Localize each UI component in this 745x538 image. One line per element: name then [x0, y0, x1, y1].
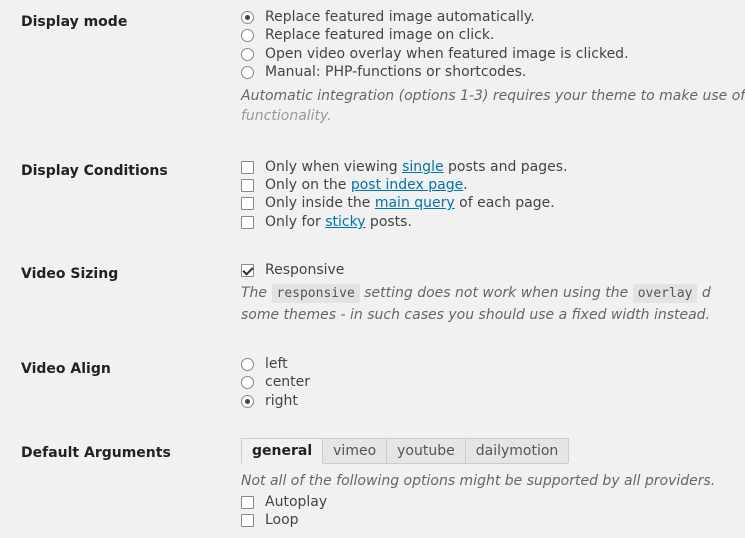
default-arguments-label: Default Arguments: [21, 445, 171, 461]
display-mode-option-click[interactable]: [241, 26, 494, 44]
option-label: Autoplay: [265, 494, 328, 510]
tab-youtube[interactable]: youtube: [386, 438, 466, 463]
option-label: Replace featured image automatically.: [265, 9, 535, 25]
option-label: Responsive: [265, 262, 345, 278]
align-left[interactable]: [241, 355, 288, 373]
option-text: Only on the post index page.: [265, 177, 468, 193]
tab-dailymotion[interactable]: dailymotion: [465, 438, 570, 463]
single-link[interactable]: single: [402, 159, 444, 175]
align-right[interactable]: [241, 392, 298, 410]
checkbox-icon[interactable]: [241, 216, 254, 229]
display-mode-option-auto[interactable]: [241, 8, 535, 26]
radio-icon[interactable]: [241, 48, 254, 61]
radio-icon[interactable]: [241, 66, 254, 79]
align-center[interactable]: [241, 373, 310, 391]
display-mode-option-manual[interactable]: [241, 63, 526, 81]
radio-checked-icon[interactable]: [241, 11, 254, 24]
option-label: Manual: PHP-functions or shortcodes.: [265, 64, 527, 80]
condition-single[interactable]: [241, 158, 568, 176]
checkbox-icon[interactable]: [241, 161, 254, 174]
radio-icon[interactable]: [241, 29, 254, 42]
option-label: right: [265, 393, 298, 409]
video-sizing-label: Video Sizing: [21, 266, 119, 282]
video-sizing-responsive[interactable]: [241, 261, 344, 279]
tab-general[interactable]: general: [241, 438, 323, 464]
main-query-link[interactable]: main query: [374, 195, 455, 211]
checkbox-icon[interactable]: [241, 514, 254, 527]
display-mode-description: Automatic integration (options 1-3) requires your theme to make use of: [241, 88, 745, 104]
video-sizing-description: The responsive setting does not work when using the overlay d: [241, 285, 711, 301]
display-mode-option-overlay[interactable]: [241, 45, 629, 63]
tab-vimeo[interactable]: vimeo: [322, 438, 387, 463]
default-arguments-description: Not all of the following options might be supported by all providers.: [241, 473, 716, 489]
display-mode-description-line2: functionality.: [241, 108, 332, 124]
radio-icon[interactable]: [241, 376, 254, 389]
option-text: Only when viewing single posts and pages.: [265, 159, 568, 175]
radio-icon[interactable]: [241, 358, 254, 371]
condition-post-index[interactable]: [241, 176, 468, 194]
arg-autoplay[interactable]: [241, 493, 327, 511]
sticky-link[interactable]: sticky: [325, 214, 366, 230]
post-index-page-link[interactable]: post index page: [350, 177, 464, 193]
video-align-label: Video Align: [21, 361, 111, 377]
option-label: Replace featured image on click.: [265, 27, 495, 43]
checkbox-icon[interactable]: [241, 496, 254, 509]
provider-tabs: [241, 438, 568, 464]
radio-checked-icon[interactable]: [241, 395, 254, 408]
condition-main-query[interactable]: [241, 194, 555, 212]
condition-sticky[interactable]: [241, 213, 412, 231]
overlay-code: overlay: [633, 284, 698, 303]
option-label: center: [265, 374, 311, 390]
option-text: Only for sticky posts.: [265, 214, 412, 230]
video-sizing-description-line2: some themes - in such cases you should use a fixed width instead.: [241, 307, 711, 323]
responsive-code: responsive: [272, 284, 360, 303]
option-text: Only inside the main query of each page.: [265, 195, 555, 211]
option-label: Open video overlay when featured image is clicked.: [265, 46, 629, 62]
display-conditions-label: Display Conditions: [21, 163, 168, 179]
arg-loop[interactable]: [241, 511, 299, 529]
option-label: left: [265, 356, 288, 372]
checkbox-checked-icon[interactable]: [241, 264, 254, 277]
display-mode-label: Display mode: [21, 14, 128, 30]
checkbox-icon[interactable]: [241, 197, 254, 210]
checkbox-icon[interactable]: [241, 179, 254, 192]
option-label: Loop: [265, 512, 299, 528]
